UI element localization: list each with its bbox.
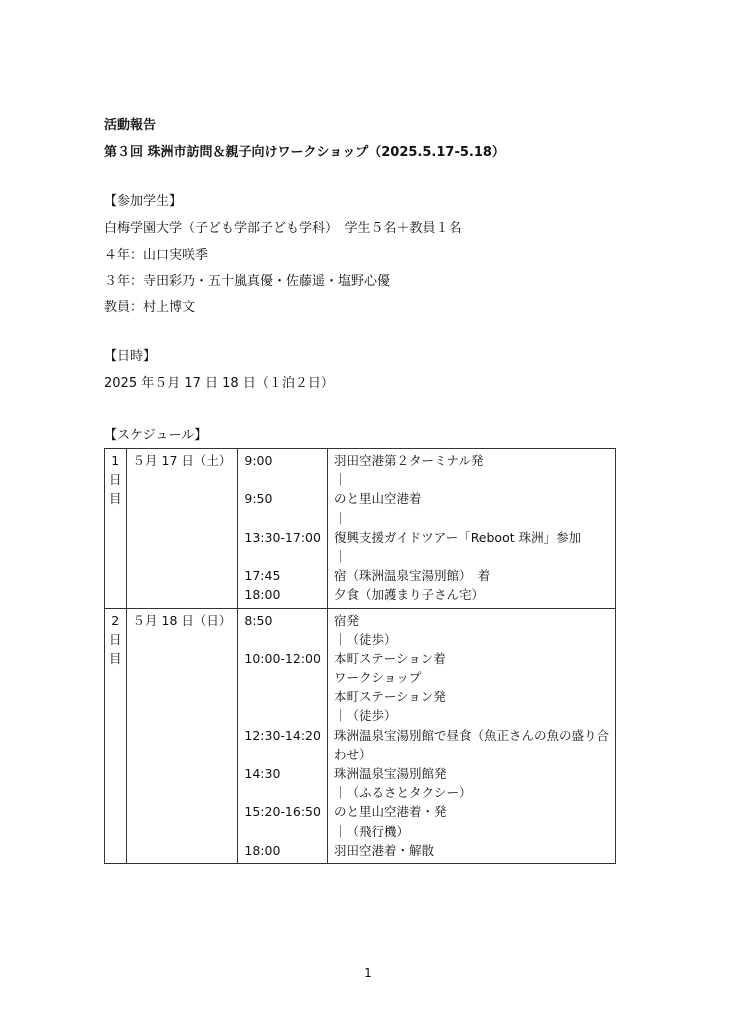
schedule-line: 9:50 xyxy=(244,491,273,507)
schedule-heading: 【スケジュール】 xyxy=(104,428,208,443)
schedule-line: 1 xyxy=(111,453,120,468)
schedule-line: 本町ステーション発 xyxy=(333,689,446,705)
schedule-line xyxy=(244,783,321,802)
schedule-line: 13:30-17:00 xyxy=(244,529,321,545)
participants-line: 教員：村上博文 xyxy=(104,300,196,315)
schedule-line: 18:00 xyxy=(244,842,281,858)
schedule-line: 8:50 xyxy=(244,612,273,628)
date-cell xyxy=(126,608,238,863)
schedule-line: 18:00 xyxy=(244,587,281,603)
schedule-line: 珠洲温泉宝湯別館発 xyxy=(333,766,447,781)
schedule-line: ｜ xyxy=(333,510,347,526)
schedule-line: 目 xyxy=(109,491,122,507)
participants-line: ３年：寺田彩乃・五十嵐真優・佐藤遥・塩野心優 xyxy=(104,274,391,289)
schedule-line xyxy=(244,687,321,706)
schedule-line xyxy=(244,509,321,528)
participants-line: 白梅学園大学（子ども学部子ども学科） 学生５名＋教員１名 xyxy=(104,221,462,236)
schedule-line: 目 xyxy=(109,650,122,666)
schedule-line xyxy=(244,470,321,489)
schedule-line: 日 xyxy=(109,472,122,488)
schedule-line: 本町ステーション着 xyxy=(333,650,446,666)
schedule-line: 復興支援ガイドツアー「Reboot 珠洲」参加 xyxy=(333,529,582,545)
schedule-line: 宿（珠洲温泉宝湯別館） 着 xyxy=(333,568,491,584)
schedule-line: 羽田空港着・解散 xyxy=(333,842,434,858)
schedule-line: わせ） xyxy=(333,746,372,762)
event-cell xyxy=(327,449,615,609)
participants-line: ４年：山口実咲季 xyxy=(104,248,209,263)
event-cell xyxy=(327,608,615,863)
schedule-line: 羽田空港第２ターミナル発 xyxy=(333,453,484,468)
schedule-line: ｜ xyxy=(333,472,347,488)
schedule-line: 14:30 xyxy=(244,766,281,781)
day-number-cell xyxy=(105,608,127,863)
schedule-line xyxy=(244,630,321,649)
report-title: 第３回 珠洲市訪問＆親子向けワークショップ（2025.5.17-5.18） xyxy=(104,145,505,160)
schedule-line: 日 xyxy=(109,631,122,647)
schedule-line: 15:20-16:50 xyxy=(244,804,321,820)
schedule-line: 12:30-14:20 xyxy=(244,727,321,743)
time-cell xyxy=(238,449,328,609)
schedule-line xyxy=(244,547,321,566)
schedule-line: ５月 17 日（土） xyxy=(132,453,232,468)
page-number: 1 xyxy=(364,966,372,980)
schedule-line: 17:45 xyxy=(244,568,281,584)
datetime-value: 2025 年５月 17 日 18 日（１泊２日） xyxy=(104,376,334,391)
schedule-line: 珠洲温泉宝湯別館で昼食（魚正さんの魚の盛り合 xyxy=(333,727,609,743)
schedule-line: 9:00 xyxy=(244,453,273,468)
schedule-line xyxy=(244,668,321,687)
participants-heading: 【参加学生】 xyxy=(104,194,183,209)
time-cell xyxy=(238,608,328,863)
schedule-line: 2 xyxy=(111,612,120,628)
schedule-line: ｜ xyxy=(333,548,347,564)
schedule-line: ｜（飛行機） xyxy=(333,823,409,839)
schedule-line: ５月 18 日（日） xyxy=(132,612,232,628)
schedule-line xyxy=(244,706,321,725)
table-row xyxy=(105,608,616,863)
report-label: 活動報告 xyxy=(104,118,157,133)
schedule-line: 10:00-12:00 xyxy=(244,650,321,666)
schedule-line: 宿発 xyxy=(333,612,359,628)
schedule-line: ｜（徒歩） xyxy=(333,631,397,647)
schedule-line: 夕食（加護まり子さん宅） xyxy=(333,587,484,603)
table-row xyxy=(105,449,616,609)
schedule-line: ワークショップ xyxy=(333,670,422,686)
schedule-line xyxy=(244,822,321,841)
schedule-line: ｜（徒歩） xyxy=(333,708,397,724)
date-cell xyxy=(126,449,238,609)
datetime-heading: 【日時】 xyxy=(104,349,157,364)
schedule-line: ｜（ふるさとタクシー） xyxy=(333,785,472,801)
schedule-line: のと里山空港着 xyxy=(333,491,422,507)
schedule-line xyxy=(244,745,321,764)
day-number-cell xyxy=(105,449,127,609)
schedule-line: のと里山空港着・発 xyxy=(333,804,447,820)
schedule-table xyxy=(104,448,616,864)
